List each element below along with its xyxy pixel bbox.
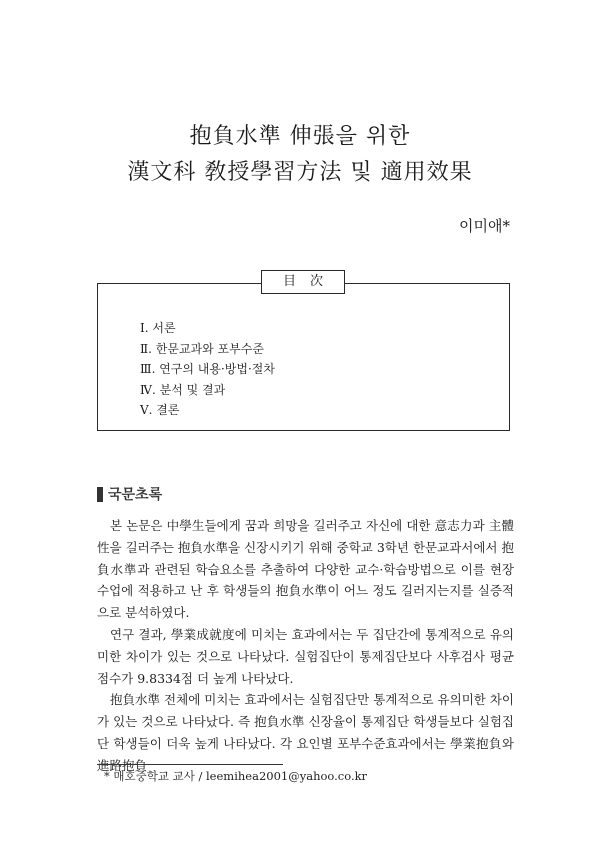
toc-item: Ⅰ. 서론 [140,321,176,335]
toc-label: 目次 [261,270,345,294]
footnote: * 매호중학교 교사 / leemihea2001@yahoo.co.kr [104,769,368,783]
toc-item: Ⅲ. 연구의 내용·방법·절차 [140,362,275,376]
abstract-heading-text: 국문초록 [108,487,163,503]
paper-title-line1: 抱負水準 伸張을 위한 [189,124,411,149]
toc-item: Ⅴ. 결론 [140,403,180,417]
footnote-divider [97,764,283,765]
toc-list [140,318,275,421]
heading-bar-icon [97,487,103,502]
abstract-body [97,515,514,777]
abstract-paragraph: 본 논문은 中學生들에게 꿈과 희망을 길러주고 자신에 대한 意志力과 主體性을 길러주는 抱負水準을 신장시키기 위해 중학교 3학년 한문교과서에서 抱負水準과 관련된 학습요소를 추출하여 다양한 교수·학습방법으로 이를 현장수업에 적용하고 난 후 학생들의 抱負水準이 어느 정도 길러지는지를 실증적으로 분석하였다. [97,518,514,621]
toc-item: Ⅳ. 분석 및 결과 [140,382,226,397]
author-name: 이미애* [459,217,510,235]
abstract-paragraph: 抱負水準 전체에 미치는 효과에서는 실험집단만 통계적으로 유의미한 차이가 있는 것으로 나타났다. 즉 抱負水準 신장율이 통제집단 학생들보다 실험집단 학생들이 더욱 높게 나타났다. 각 요인별 포부수준효과에서는 學業抱負와 進路抱負 [97,692,514,773]
toc-item: Ⅱ. 한문교과와 포부수준 [140,341,264,356]
table-of-contents [97,274,510,431]
abstract-heading [97,484,162,504]
abstract-paragraph: 연구 결과, 學業成就度에 미치는 효과에서는 두 집단간에 통계적으로 유의미한 차이가 있는 것으로 나타났다. 실험집단이 통제집단보다 사후검사 평균점수가 9.8334점 더 높게 나타났다. [97,626,514,686]
paper-title-line2: 漢文科 敎授學習方法 및 適用效果 [127,160,473,185]
